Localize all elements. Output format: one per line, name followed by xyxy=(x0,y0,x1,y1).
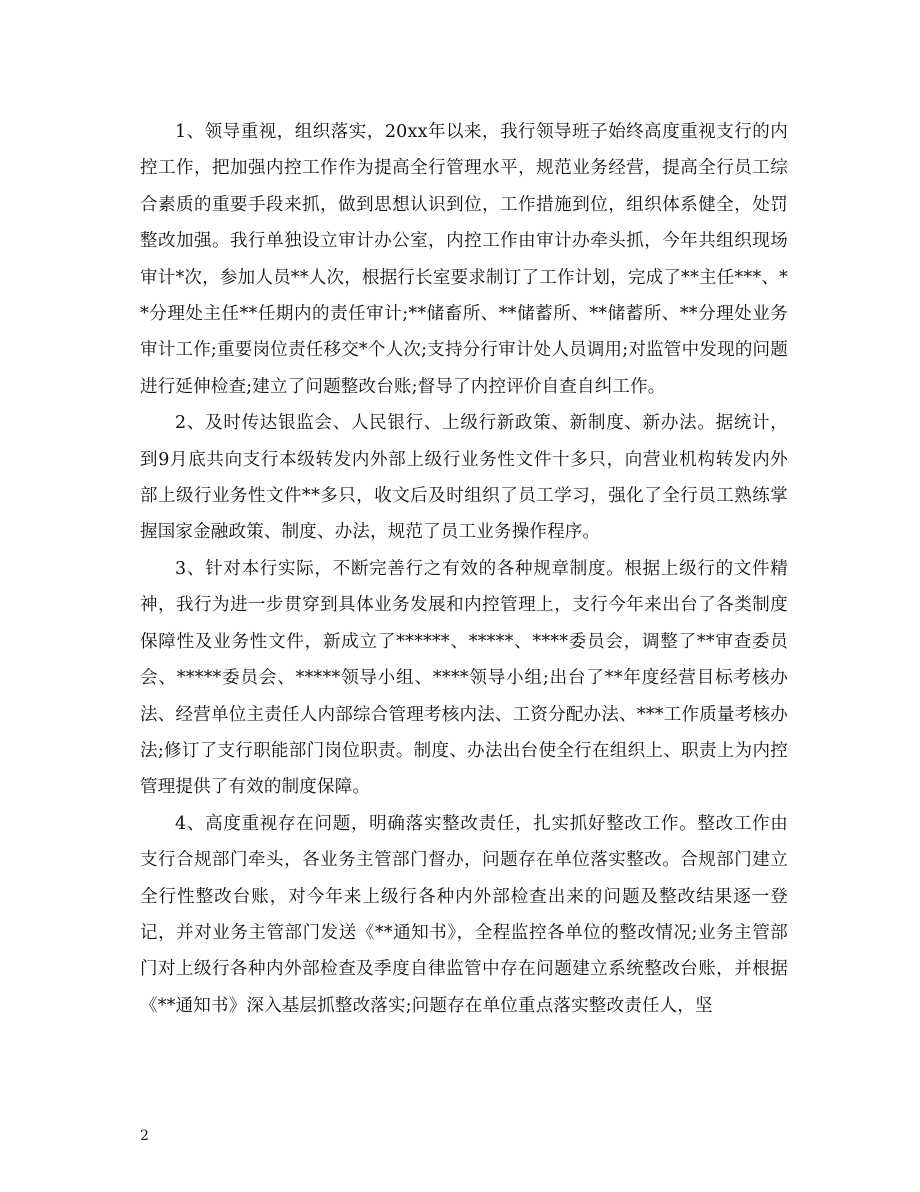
document-body xyxy=(140,114,788,1024)
paragraph-4: 4、高度重视存在问题，明确落实整改责任，扎实抓好整改工作。整改工作由支行合规部门牵头，各业务主管部门督办，问题存在单位落实整改。合规部门建立全行性整改台账，对今年来上级行各种内外部检查出来的问题及整改结果逐一登记，并对业务主管部门发送《**通知书》，全程监控各单位的整改情况;业务主管部门对上级行各种内外部检查及季度自律监管中存在问题建立系统整改台账，并根据《**通知书》深入基层抓整改落实;问题存在单位重点落实整改责任人，坚 xyxy=(140,813,788,1016)
page-number: 2 xyxy=(140,1128,149,1144)
paragraph-2: 2、及时传达银监会、人民银行、上级行新政策、新制度、新办法。据统计，到9月底共向支行本级转发内外部上级行业务性文件十多只，向营业机构转发内外部上级行业务性文件**多只，收文后及时组织了员工学习，强化了全行员工熟练掌握国家金融政策、制度、办法，规范了员工业务操作程序。 xyxy=(140,413,788,543)
paragraph-1: 1、领导重视，组织落实，20xx年以来，我行领导班子始终高度重视支行的内控工作，把加强内控工作作为提高全行管理水平，规范业务经营，提高全行员工综合素质的重要手段来抓，做到思想认识到位，工作措施到位，组织体系健全，处罚整改加强。我行单独设立审计办公室，内控工作由审计办牵头抓，今年共组织现场审计*次，参加人员**人次，根据行长室要求制订了工作计划，完成了**主任***、**分理处主任**任期内的责任审计;**储畜所、**储蓄所、**储蓄所、**分理处业务审计工作;重要岗位责任移交*个人次;支持分行审计处人员调用;对监管中发现的问题进行延伸检查;建立了问题整改台账;督导了内控评价自查自纠工作。 xyxy=(140,122,788,397)
paragraph-3: 3、针对本行实际，不断完善行之有效的各种规章制度。根据上级行的文件精神，我行为进一步贯穿到具体业务发展和内控管理上，支行今年来出台了各类制度保障性及业务性文件，新成立了******、*****、****委员会，调整了**审查委员会、*****委员会、*****领导小组、****领导小组;出台了**年度经营目标考核办法、经营单位主责任人内部综合管理考核内法、工资分配办法、***工作质量考核办法;修订了支行职能部门岗位职责。制度、办法出台使全行在组织上、职责上为内控管理提供了有效的制度保障。 xyxy=(140,558,788,798)
